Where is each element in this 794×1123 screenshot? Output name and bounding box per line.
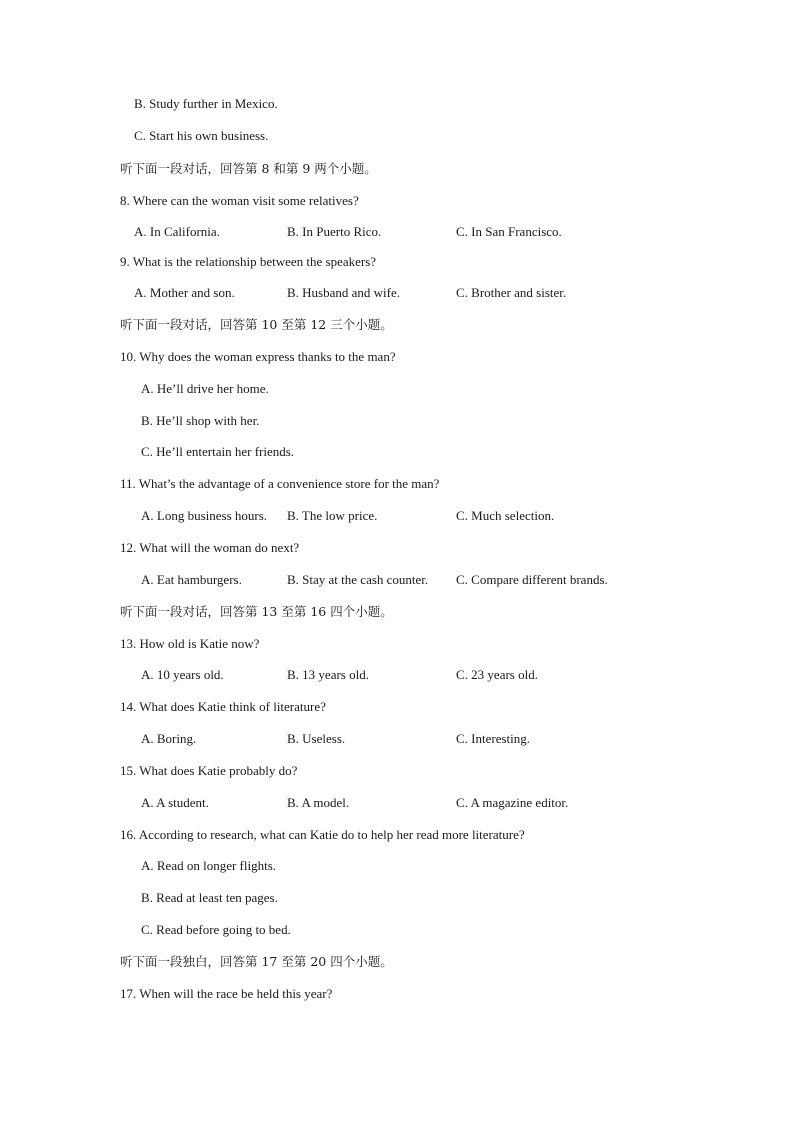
q11-option-c: C. Much selection. — [456, 508, 555, 523]
question-16: 16. According to research, what can Katie do to help her read more literature? — [120, 827, 525, 842]
q8-option-b: B. In Puerto Rico. — [287, 224, 382, 239]
q9-option-c: C. Brother and sister. — [456, 285, 567, 300]
q15-option-a: A. A student. — [141, 795, 209, 810]
q10-option-a: A. He’ll drive her home. — [141, 381, 269, 396]
q9-option-b: B. Husband and wife. — [287, 285, 401, 300]
q14-option-c: C. Interesting. — [456, 731, 531, 746]
q16-option-b: B. Read at least ten pages. — [141, 890, 278, 905]
q12-option-c: C. Compare different brands. — [456, 572, 608, 587]
question-14: 14. What does Katie think of literature? — [120, 699, 326, 714]
q16-option-a: A. Read on longer flights. — [141, 858, 277, 873]
question-17: 17. When will the race be held this year? — [120, 986, 333, 1001]
q11-option-b: B. The low price. — [287, 508, 378, 523]
question-13: 13. How old is Katie now? — [120, 636, 260, 651]
question-11: 11. What’s the advantage of a convenience store for the man? — [120, 476, 440, 491]
question-8: 8. Where can the woman visit some relatives? — [120, 193, 359, 208]
q7-option-c: C. Start his own business. — [134, 128, 269, 143]
section-instruction-10-12: 听下面一段对话，回答第 10 至第 12 三个小题。 — [120, 317, 393, 332]
question-10: 10. Why does the woman express thanks to the man? — [120, 349, 396, 364]
q15-option-b: B. A model. — [287, 795, 350, 810]
q16-option-c: C. Read before going to bed. — [141, 922, 291, 937]
q13-option-c: C. 23 years old. — [456, 667, 538, 682]
q13-option-a: A. 10 years old. — [141, 667, 224, 682]
section-instruction-17-20: 听下面一段独白，回答第 17 至第 20 四个小题。 — [120, 954, 393, 969]
q7-option-b: B. Study further in Mexico. — [134, 96, 278, 111]
q10-option-c: C. He’ll entertain her friends. — [141, 444, 295, 459]
q14-option-b: B. Useless. — [287, 731, 346, 746]
q8-option-a: A. In California. — [134, 224, 220, 239]
q12-option-b: B. Stay at the cash counter. — [287, 572, 429, 587]
q9-option-a: A. Mother and son. — [134, 285, 235, 300]
section-instruction-8-9: 听下面一段对话，回答第 8 和第 9 两个小题。 — [120, 161, 377, 176]
q10-option-b: B. He’ll shop with her. — [141, 413, 260, 428]
question-9: 9. What is the relationship between the speakers? — [120, 254, 377, 269]
section-instruction-13-16: 听下面一段对话，回答第 13 至第 16 四个小题。 — [120, 604, 393, 619]
question-12: 12. What will the woman do next? — [120, 540, 300, 555]
q8-option-c: C. In San Francisco. — [456, 224, 562, 239]
q12-option-a: A. Eat hamburgers. — [141, 572, 242, 587]
q11-option-a: A. Long business hours. — [141, 508, 268, 523]
question-15: 15. What does Katie probably do? — [120, 763, 298, 778]
q13-option-b: B. 13 years old. — [287, 667, 369, 682]
q15-option-c: C. A magazine editor. — [456, 795, 569, 810]
q14-option-a: A. Boring. — [141, 731, 197, 746]
